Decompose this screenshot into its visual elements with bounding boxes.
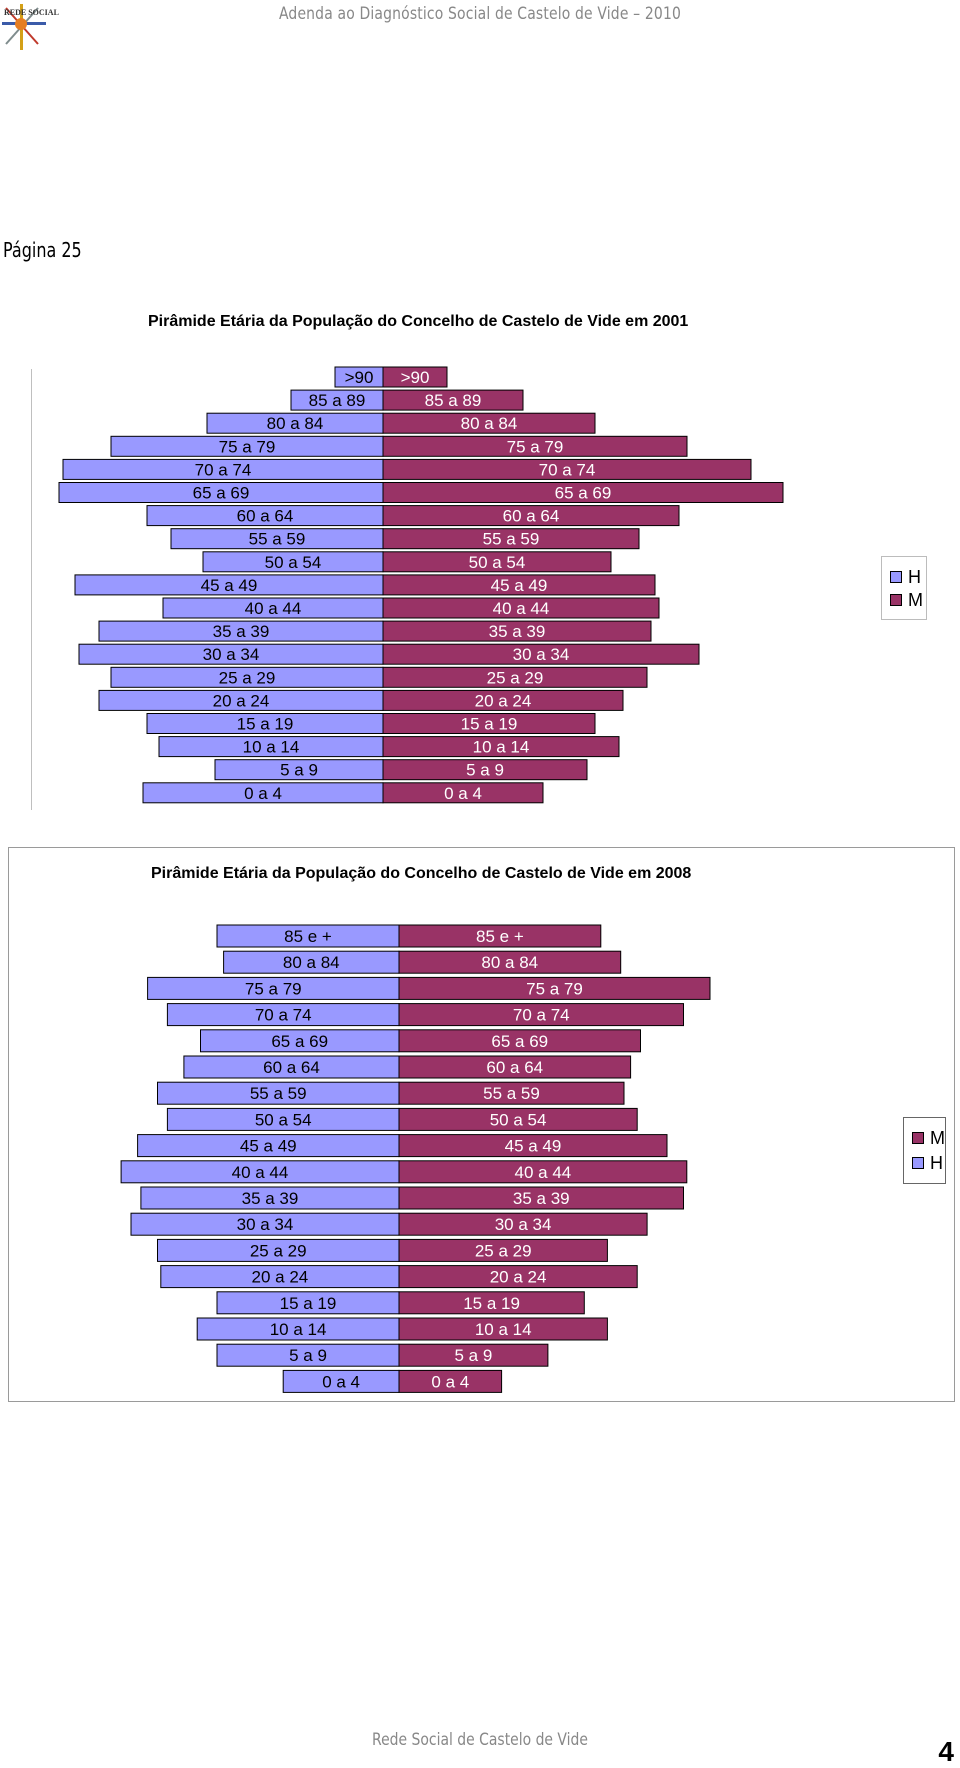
chart1-category-label-left: 45 a 49 <box>200 575 258 595</box>
page-number: 4 <box>938 1736 954 1767</box>
chart1-category-label-right: 10 a 14 <box>472 737 530 757</box>
chart1-category-label-right: 40 a 44 <box>492 599 550 618</box>
chart1-category-label-right: 15 a 19 <box>460 714 518 734</box>
chart2-title: Pirâmide Etária da População do Concelho de Castelo de Vide em 2008 <box>151 865 692 882</box>
chart2-category-label-left: 70 a 74 <box>254 1005 312 1025</box>
chart1-category-label-right: 35 a 39 <box>488 622 546 642</box>
page-label: Página 25 <box>3 238 82 262</box>
legend-swatch-h <box>912 1157 924 1169</box>
chart1-category-label-right: 45 a 49 <box>490 575 548 595</box>
chart1-category-label-right: 85 a 89 <box>424 391 482 411</box>
chart2-category-label-left: 0 a 4 <box>322 1372 361 1392</box>
chart1-category-label-left: 30 a 34 <box>202 645 260 665</box>
chart1-category-label-right: 50 a 54 <box>468 552 526 572</box>
chart1-category-label-left: 85 a 89 <box>308 391 366 411</box>
chart2-category-label-right: 80 a 84 <box>481 953 539 973</box>
chart2-category-label-left: 10 a 14 <box>269 1320 327 1339</box>
chart1-category-label-left: >90 <box>344 368 374 387</box>
chart2-category-label-left: 35 a 39 <box>241 1189 299 1208</box>
chart2-category-label-left: 5 a 9 <box>289 1346 327 1366</box>
chart1-category-label-left: 35 a 39 <box>212 622 270 642</box>
chart1-category-label-right: 65 a 69 <box>554 483 612 503</box>
legend-label-h: H <box>908 567 921 587</box>
chart1-category-label-right: 55 a 59 <box>482 529 540 549</box>
chart1-category-label-left: 55 a 59 <box>248 529 306 549</box>
chart2-category-label-left: 20 a 24 <box>251 1267 309 1287</box>
chart2-category-label-left: 80 a 84 <box>282 953 340 973</box>
chart1-category-label-left: 10 a 14 <box>242 737 300 757</box>
chart1-category-label-right: >90 <box>400 368 430 387</box>
chart1-category-label-right: 60 a 64 <box>502 506 560 526</box>
chart2-category-label-right: 10 a 14 <box>474 1320 532 1339</box>
chart2-category-label-right: 55 a 59 <box>483 1084 540 1104</box>
chart2-category-label-left: 25 a 29 <box>249 1241 307 1261</box>
chart1-category-label-left: 15 a 19 <box>236 714 294 734</box>
chart2-category-label-right: 70 a 74 <box>512 1005 570 1025</box>
chart1-category-label-right: 20 a 24 <box>474 691 532 711</box>
chart1-category-label-left: 70 a 74 <box>194 460 252 480</box>
chart2-category-label-right: 35 a 39 <box>512 1189 570 1208</box>
chart2-category-label-left: 15 a 19 <box>279 1293 337 1313</box>
chart2-category-label-right: 30 a 34 <box>494 1215 552 1235</box>
chart2-category-label-left: 65 a 69 <box>271 1031 329 1051</box>
chart1-legend <box>881 556 927 620</box>
chart1-category-label-right: 25 a 29 <box>486 668 544 688</box>
chart2-category-label-right: 45 a 49 <box>504 1136 562 1156</box>
chart1-category-label-left: 75 a 79 <box>218 437 276 457</box>
chart2-category-label-right: 20 a 24 <box>489 1267 547 1287</box>
chart2-category-label-right: 0 a 4 <box>431 1372 470 1392</box>
chart1-category-label-left: 65 a 69 <box>192 483 250 503</box>
chart2-category-label-left: 75 a 79 <box>244 979 302 999</box>
legend-swatch-h <box>890 571 902 583</box>
document-header-title: Adenda ao Diagnóstico Social de Castelo de Vide – 2010 <box>278 4 682 24</box>
chart1-category-label-left: 50 a 54 <box>264 552 322 572</box>
chart2-category-label-right: 5 a 9 <box>454 1346 493 1366</box>
chart2-category-label-left: 85 e + <box>284 927 332 946</box>
chart1-category-label-right: 30 a 34 <box>512 645 570 665</box>
chart1-category-label-right: 70 a 74 <box>538 460 596 480</box>
legend-label-m: M <box>908 590 923 610</box>
document-footer: Rede Social de Castelo de Vide <box>372 1730 588 1750</box>
chart2-legend <box>903 1117 946 1184</box>
legend-label-h: H <box>930 1153 943 1173</box>
chart2-category-label-right: 75 a 79 <box>526 979 583 999</box>
chart1-category-label-left: 0 a 4 <box>244 783 282 803</box>
chart2-category-label-left: 45 a 49 <box>239 1136 297 1156</box>
chart2-category-label-right: 50 a 54 <box>489 1110 547 1130</box>
chart1-category-label-left: 60 a 64 <box>236 506 294 526</box>
legend-swatch-m <box>912 1132 924 1144</box>
chart2-category-label-right: 25 a 29 <box>474 1241 532 1261</box>
chart2-category-label-left: 50 a 54 <box>254 1110 312 1130</box>
chart2-category-label-left: 60 a 64 <box>263 1058 320 1077</box>
chart2-category-label-right: 15 a 19 <box>463 1293 520 1313</box>
chart1-category-label-left: 40 a 44 <box>244 599 302 618</box>
chart1-category-label-left: 5 a 9 <box>280 760 318 780</box>
chart2-category-label-left: 30 a 34 <box>236 1215 294 1235</box>
chart1-title: Pirâmide Etária da População do Concelho de Castelo de Vide em 2001 <box>148 313 689 330</box>
chart1-category-label-right: 5 a 9 <box>466 760 504 780</box>
chart1-category-label-right: 75 a 79 <box>506 437 564 457</box>
logo-text: REDE SOCIAL <box>4 8 59 17</box>
legend-swatch-m <box>890 594 902 606</box>
legend-label-m: M <box>930 1128 945 1148</box>
chart1-category-label-right: 0 a 4 <box>444 783 482 803</box>
chart1-category-label-left: 20 a 24 <box>212 691 270 711</box>
chart2-category-label-right: 60 a 64 <box>486 1058 544 1077</box>
chart1-category-label-left: 80 a 84 <box>266 414 324 434</box>
chart2-category-label-left: 55 a 59 <box>249 1084 307 1104</box>
chart2-category-label-right: 65 a 69 <box>491 1031 549 1051</box>
chart2-category-label-right: 40 a 44 <box>514 1162 572 1182</box>
chart2-category-label-left: 40 a 44 <box>231 1162 289 1182</box>
chart1-category-label-left: 25 a 29 <box>218 668 276 688</box>
chart2-category-label-right: 85 e + <box>476 927 524 946</box>
chart1-category-label-right: 80 a 84 <box>460 414 518 434</box>
